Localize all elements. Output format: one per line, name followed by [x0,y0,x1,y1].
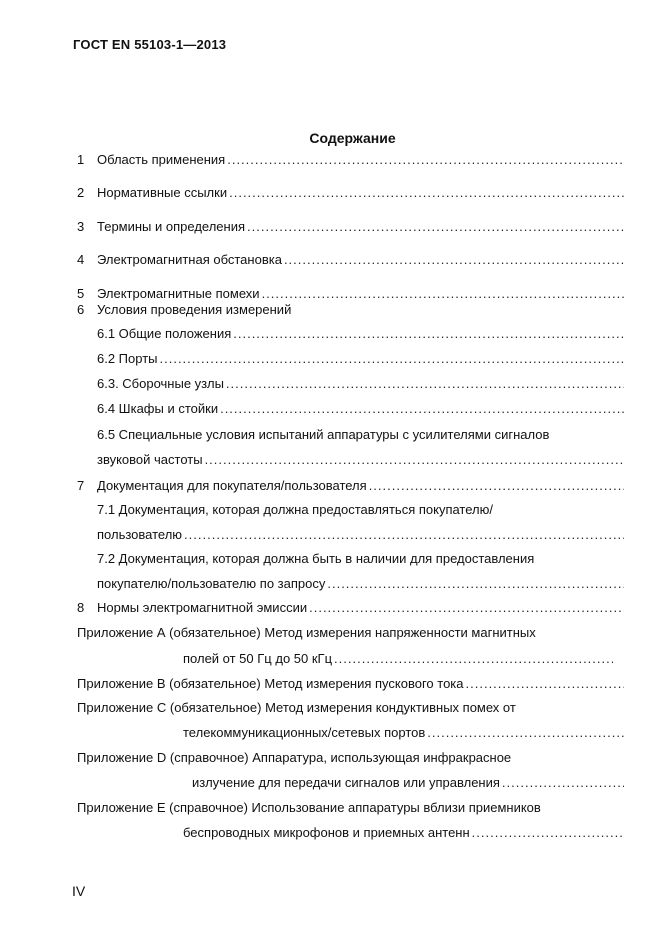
toc-entry-text: Электромагнитные помехи [97,286,260,301]
toc-entry-text: Документация для покупателя/пользователя [97,478,367,493]
toc-entry [97,325,624,343]
dot-leader [334,650,613,668]
dot-leader [227,151,624,169]
toc-entry [97,526,624,544]
toc-entry-number: 6 [77,302,85,317]
toc-entry-number: 2 [77,185,85,200]
toc-entry-text: Термины и определения [97,219,246,234]
page-number: IV [72,883,86,899]
toc-title: Содержание [309,130,396,146]
toc-entry [77,477,624,495]
toc-entry-text: Условия проведения измерений [97,302,292,317]
toc-entry-text: 7.1 Документация, которая должна предоставляться покупателю/ [97,502,493,517]
toc-entry [192,774,624,792]
toc-entry [77,624,624,642]
toc-entry [97,400,624,418]
toc-entry [77,749,624,767]
toc-entry-number: 7 [77,478,85,493]
toc-entry-text: 6.3. Сборочные узлы [97,376,224,391]
toc-entry-number: 5 [77,286,85,301]
toc-entry-text: Электромагнитная обстановка [97,252,282,267]
dot-leader [226,375,624,393]
toc-entry [183,724,624,742]
dot-leader [502,774,624,792]
toc-entry-text: 6.2 Порты [97,351,158,366]
dot-leader [327,575,624,593]
toc-entry [77,251,624,269]
toc-entry [97,501,624,519]
toc-entry [77,184,624,202]
toc-entry-text: 6.4 Шкафы и стойки [97,401,219,416]
dot-leader [220,400,624,418]
toc-entry [77,599,624,617]
toc-entry-text: покупателю/пользователю по запросу [97,576,326,591]
toc-entry-number: 3 [77,219,85,234]
dot-leader [233,325,624,343]
dot-leader [369,477,624,495]
toc-entry-text: Нормативные ссылки [97,185,228,200]
toc-entry-text: Приложение С (обязательное) Метод измерения кондуктивных помех от [77,700,516,715]
toc-entry-text: 7.2 Документация, которая должна быть в наличии для предоставления [97,551,535,566]
toc-entry [77,218,624,236]
toc-entry-text: Приложение А (обязательное) Метод измерения напряженности магнитных [77,625,536,640]
toc-entry-text: телекоммуникационных/сетевых портов [183,725,426,740]
toc-entry [97,426,624,444]
dot-leader [466,675,624,693]
toc-entry-text: Приложение Е (справочное) Использование аппаратуры вблизи приемников [77,800,541,815]
toc-entry [77,699,624,717]
toc-entry-text: беспроводных микрофонов и приемных антенн [183,825,470,840]
toc-entry [77,799,624,817]
toc-entry-text: Приложение D (справочное) Аппаратура, использующая инфракрасное [77,750,512,765]
dot-leader [472,824,624,842]
toc-entry-text: Область применения [97,152,226,167]
toc-entry-text: пользователю [97,527,183,542]
toc-entry-text: излучение для передачи сигналов или управления [192,775,500,790]
dot-leader [205,451,624,469]
dot-leader [160,350,625,368]
dot-leader [427,724,624,742]
toc-entry [97,550,624,568]
toc-entry [97,451,624,469]
dot-leader [247,218,624,236]
toc-entry [183,650,613,668]
document-header: ГОСТ EN 55103-1—2013 [73,37,227,52]
toc-entry-number: 8 [77,600,85,615]
toc-entry [97,575,624,593]
toc-entry [97,375,624,393]
toc-entry [77,301,624,319]
toc-entry [183,824,624,842]
dot-leader [309,599,624,617]
toc-entry-text: 6.1 Общие положения [97,326,232,341]
toc-entry-text: Приложение В (обязательное) Метод измерения пускового тока [77,676,464,691]
dot-leader [229,184,624,202]
dot-leader [184,526,624,544]
dot-leader [284,251,624,269]
toc-entry-text: полей от 50 Гц до 50 кГц [183,651,333,666]
toc-entry [97,350,624,368]
toc-entry-text: звуковой частоты [97,452,203,467]
toc-entry [77,675,624,693]
toc-entry-text: Нормы электромагнитной эмиссии [97,600,308,615]
toc-entry-number: 1 [77,152,85,167]
toc-entry [77,151,624,169]
toc-entry-text: 6.5 Специальные условия испытаний аппаратуры с усилителями сигналов [97,427,550,442]
toc-entry-number: 4 [77,252,85,267]
